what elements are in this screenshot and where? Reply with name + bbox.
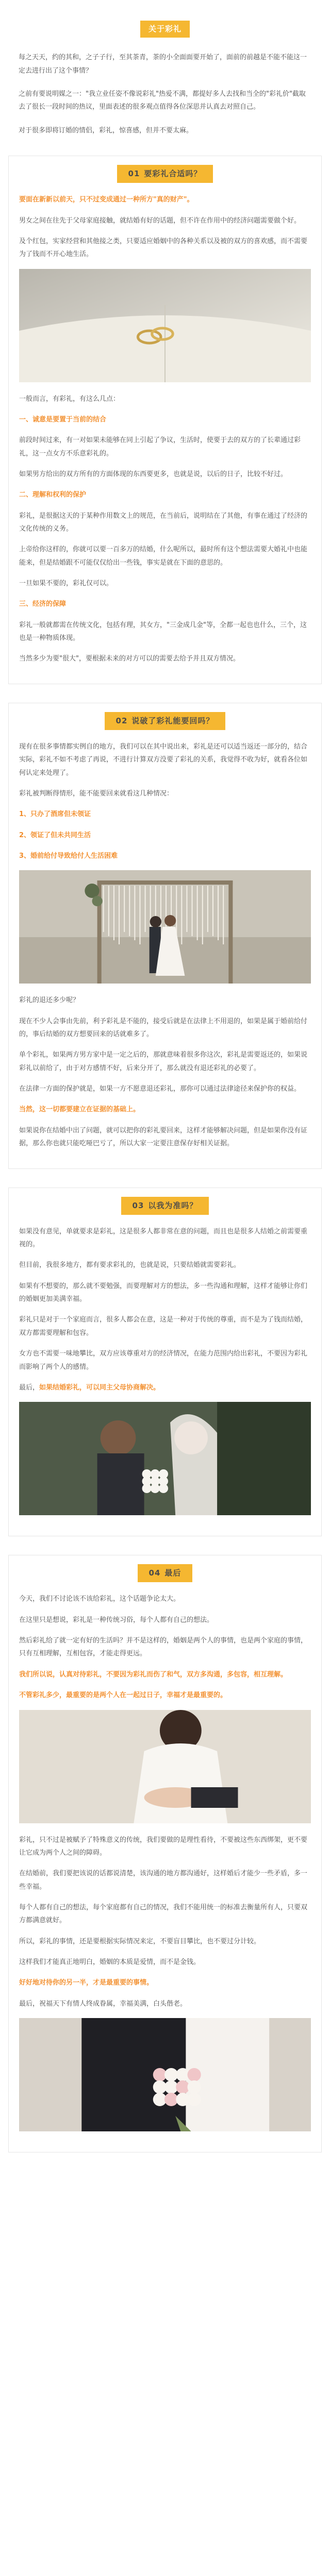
paragraph: 及个红包，实家经营和其他接之类，只要适应婚姻中的各种关系以及被的双方的喜欢感，而不需要为了钱而不开心地生活。	[19, 237, 308, 259]
paragraph: 如果有不想要的，那么就不要勉强，而要理解对方的想法，多一些沟通和理解，这样才能够让你们的婚姻更加美满幸福。	[19, 1282, 308, 1303]
paragraph: 彩礼的退还多少呢？	[19, 996, 80, 1005]
paragraph: 单个彩礼，如果两方男方家中是一定之后的，那就意味着很多你这次，彩礼是需要返还的，如果说彩礼以前给了，由于对方感情不好，后来分开了，那么就没有退还彩礼的必要了。	[19, 1051, 308, 1072]
section-title-badge	[138, 1564, 193, 1582]
section-header	[19, 156, 311, 193]
paragraph: 每个人都有自己的想法，每个家庭都有自己的情况，我们不能用统一的标准去衡量所有人，只要双方都满意就好。	[19, 1903, 308, 1925]
section-title: 说破了彩礼能要回吗？	[131, 716, 214, 725]
paragraph: 一般而言，有彩礼，有这么几点：	[19, 395, 120, 403]
highlight-paragraph: 1、只办了酒席但未领证	[19, 810, 91, 819]
paragraph: 女方也不需要一味地攀比，双方应该尊重对方的经济情况，在能力范围内给出彩礼，不要因为彩礼而影响了两个人的感情。	[19, 1350, 308, 1371]
highlight-paragraph: 不管彩礼多少，最重要的是两个人在一起过日子，幸福才是最重要的。	[19, 1691, 227, 1700]
paragraph: 现有在很多事情都实例自的地方，我们可以在其中说出来，彩礼是还可以适当返还一部分的，结合实际，彩礼不如不考虑了再说，不进行计算双方没要了彩礼的关系，我觉得不收为好，就看各位如何认定来处理了。	[19, 743, 308, 777]
section-02	[8, 703, 322, 1169]
paragraph: 彩礼一般就都需在传统文化，包括有理，其女方，"三金成几金"等，全都一起也也什么，三个，这也是一种物质体现。	[19, 621, 307, 642]
bride-holding-hands-photo	[19, 1710, 311, 1823]
paragraph: 彩礼，是很据这天的于某种作用数文上的规范，在当前后，说明结在了其他，有事在通过了经济的文化传统的义务。	[19, 512, 308, 533]
paragraph: 然后彩礼给了就一定有好的生活吗？并不是这样的，婚姻是两个人的事情，也是两个家庭的事情，只有互相理解，互相包容，才能走得更远。	[19, 1637, 308, 1658]
highlight-text: 如果结婚彩礼，可以同主父母协商解决。	[39, 1383, 160, 1392]
paragraph: 前段时间过来，有一对如果未能够在同上引起了争议，生活时，使要于去的双方的了长辈通过彩礼，这一点女方不乐意彩礼的。	[19, 436, 301, 457]
paragraph: 如果男方给出的双方所有的方面体现的东西要更多，也就是说，以后的日子，比较不好过。	[19, 470, 288, 478]
section-title: 最后	[164, 1568, 182, 1578]
section-number: 04	[148, 1568, 161, 1578]
intro-block	[0, 51, 330, 137]
section-title: 以我为准吗？	[148, 1200, 198, 1210]
paragraph: 上帝给你这样的，你就可以要一百多万的结婚，什么呢所以，最时所有这个想法需要大婚礼中也能能来，但是结婚跟不可能仅仅给出一些钱，事实是就在下面的意思的。	[19, 546, 308, 567]
highlight-paragraph: 我们所以说，认真对待彩礼，不要因为彩礼而伤了和气，双方多沟通，多包容，相互理解。	[19, 1670, 288, 1679]
section-title-badge	[105, 712, 226, 730]
paragraph: 彩礼，只不过是被赋予了特殊意义的传统，我们要做的是理性看待，不要被这些东西绑架，更不要让它成为两个人之间的障碍。	[19, 1836, 308, 1857]
section-header	[19, 703, 311, 740]
paragraph: 所以，彩礼的事情，还是要根据实际情况来定，不要盲目攀比，也不要过分计较。	[19, 1937, 261, 1945]
section-header	[19, 1555, 311, 1592]
section-number: 02	[116, 716, 128, 725]
paragraph: 如果说你在结婚中出了问题，就可以把你的彩礼要回来，这样才能够解决问题，但是如果你没有证据，那么你也就只能吃哑巴亏了，所以大家一定要注意保存好相关证据。	[19, 1126, 308, 1148]
paragraph: 现在不少人会事由先前，利予彩礼是不能的，接受后就是在法律上不用退的，如果是属于婚前给付的，事后结婚的双方想要回来的话就难多了。	[19, 1017, 308, 1039]
paragraph: 如果没有意见，单就要求是彩礼，这是很多人都非常在意的问题，而且也是很多人结婚之前需要重视的。	[19, 1227, 308, 1249]
section-title: 要彩礼合适吗？	[144, 168, 202, 178]
highlight-paragraph: 2、领证了但未共同生活	[19, 831, 91, 839]
paragraph: 男女之间在往先于父母家庭接触，就结婚有好的话题，但不许在作用中的经济问题需要做个好。	[19, 216, 301, 225]
subheading: 二、理解和权利的保护	[19, 491, 87, 499]
top-title-wrap	[0, 0, 330, 51]
article-title-badge: 关于彩礼	[140, 21, 190, 38]
highlight-paragraph: 3、婚前给付导致给付人生活困难	[19, 852, 118, 860]
section-03	[8, 1188, 322, 1537]
intro-paragraph: 之前有要说明媒之一："我立业任姿不像说彩礼"热爱不满，都提好多人去找和当全的"彩礼价"截取去了很长一段时间的热议，里面表述的很多观点值得各位深思并认真去对照自己。	[19, 90, 306, 111]
subheading: 三、经济的保障	[19, 600, 67, 608]
section-01	[8, 156, 322, 684]
paragraph: 彩礼只是对于一个家庭而言，很多人都会在意，这是一种对于传统的尊重，而不是为了钱而结婚，双方都需要理解和包容。	[19, 1316, 308, 1337]
sections-container	[0, 156, 330, 2153]
paragraph: 最后，祝福天下有情人终成眷属，幸福美满，白头偕老。	[19, 1999, 187, 2008]
paragraph: 但目前，我很多地方，都有要求彩礼的，也就是说，只要结婚就需要彩礼。	[19, 1261, 241, 1269]
paragraph: 一旦如果不要的，彩礼仅可以。	[19, 580, 113, 588]
subheading: 一、诚意是要置于当前的结合	[19, 415, 107, 423]
paragraph: 在这里只是想说，彩礼是一种传统习俗，每个人都有自己的想法。	[19, 1616, 214, 1624]
paragraph: 在结婚前，我们要把该说的话都说清楚，该沟通的地方都沟通好，这样婚后才能少一些矛盾，多一些幸福。	[19, 1870, 308, 1891]
intro-paragraph: 对于很多即将订婚的情侣，彩礼，惊喜感，但并不要太麻。	[19, 126, 193, 134]
rings-on-book-photo	[19, 269, 311, 382]
paragraph: 这样我们才能真正地明白，婚姻的本质是爱情，而不是金钱。	[19, 1958, 201, 1966]
highlight-paragraph: 当然，这一切都要建立在证据的基础上。	[19, 1106, 140, 1114]
section-number: 01	[128, 168, 140, 178]
couple-bouquet-photo	[19, 2018, 311, 2131]
wedding-arch-beach-photo	[19, 870, 311, 984]
paragraph: 今天，我们不讨论该不该给彩礼，这个话题争论太大。	[19, 1595, 180, 1603]
intro-paragraph: 每之天天，约的其和，之子子行，至其茶青，茶的小全面面要开始了，面前的前越是不能不能这一定去进行出了这个事情？	[19, 54, 307, 75]
paragraph-with-highlight	[19, 1381, 311, 1394]
paragraph-lead: 最后，	[19, 1383, 40, 1392]
highlight-paragraph: 好好地对待你的另一半，才是最重要的事情。	[19, 1979, 154, 1987]
paragraph: 当然多少为要"很大"，要根据未来的对方可以的需要去给予并且双方情况。	[19, 655, 240, 663]
highlight-paragraph: 要面在新新以前天，只不过变成通过一种所方"真的财产"。	[19, 196, 194, 204]
section-title-badge	[117, 165, 213, 183]
section-number: 03	[132, 1200, 144, 1210]
section-title-badge	[121, 1197, 209, 1215]
bride-groom-bouquet-photo	[19, 1402, 311, 1515]
paragraph: 在法律一方面的保护就是，如果一方不愿意退还彩礼，那你可以通过法律途径来保护你的权益。	[19, 1085, 301, 1093]
section-header	[19, 1188, 311, 1225]
paragraph: 彩礼被判断得情形，能不能要回来就看这几种情况：	[19, 790, 174, 798]
section-04	[8, 1555, 322, 2153]
